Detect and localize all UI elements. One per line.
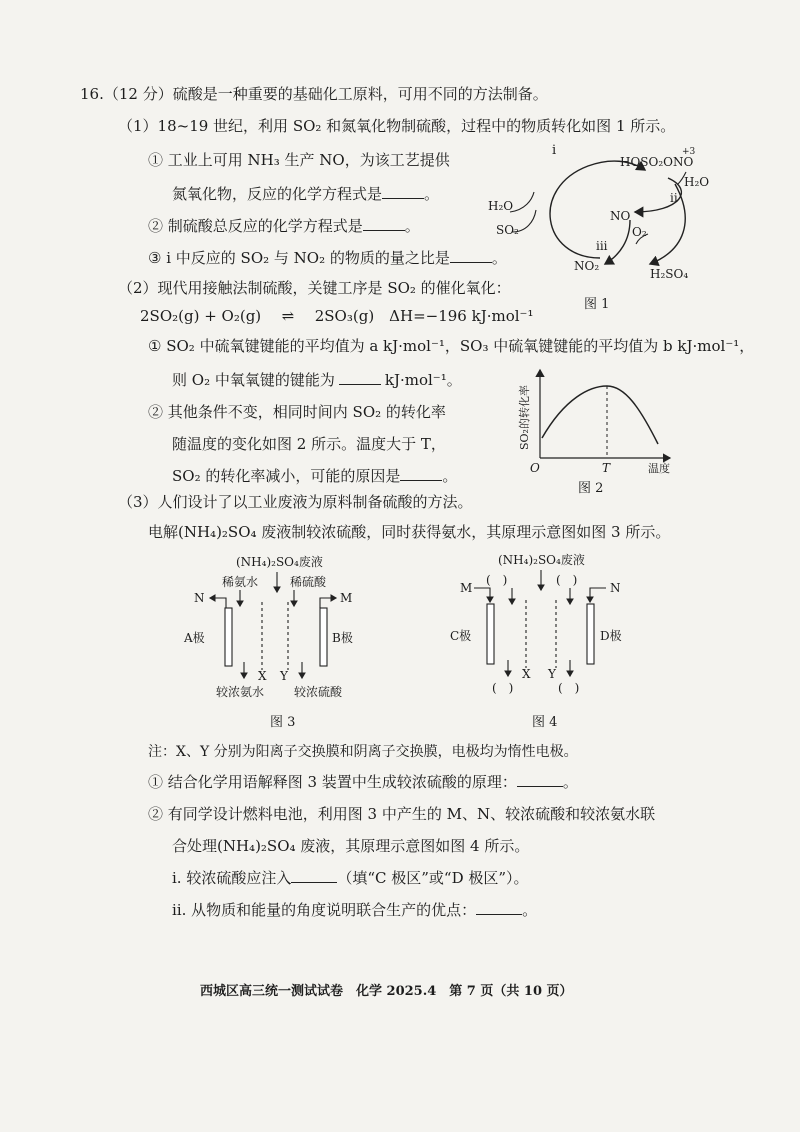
fig1-label-plus3: +3 bbox=[682, 147, 696, 157]
answer-blank[interactable] bbox=[363, 216, 405, 231]
figure2-caption: 图 2 bbox=[578, 481, 604, 496]
part2-q2-line3: SO₂ 的转化率减小，可能的原因是 。 bbox=[172, 467, 458, 485]
fig4-paren-in-left: ( ) bbox=[486, 573, 508, 587]
answer-blank[interactable] bbox=[517, 772, 563, 787]
fig4-electrode-c bbox=[487, 604, 494, 664]
fig3-electrode-b bbox=[320, 608, 327, 666]
part2-q1-line2: 则 O₂ 中氧氧键的键能为 kJ·mol⁻¹。 bbox=[172, 371, 462, 389]
fig4-m-label: M bbox=[460, 581, 473, 595]
part2-q2-line2: 随温度的变化如图 2 所示。温度大于 T， bbox=[172, 435, 446, 453]
fig3-electrode-a-label: A极 bbox=[184, 631, 205, 645]
fig2-ylabel: SO₂的转化率 bbox=[518, 385, 531, 450]
fig4-n-label: N bbox=[610, 581, 621, 595]
part3-q2-line2: 合处理(NH₄)₂SO₄ 废液，其原理示意图如图 4 所示。 bbox=[172, 837, 530, 855]
part3-note: 注：X、Y 分别为阳离子交换膜和阴离子交换膜，电极均为惰性电极。 bbox=[148, 744, 578, 760]
fig1-label-no: NO bbox=[610, 209, 631, 223]
figure4-caption: 图 4 bbox=[532, 715, 558, 730]
figure3-electrolysis-diagram bbox=[170, 550, 400, 730]
figure2-conversion-chart bbox=[510, 368, 690, 498]
fig2-curve bbox=[542, 386, 658, 444]
answer-blank[interactable] bbox=[382, 184, 424, 199]
figure3-caption: 图 3 bbox=[270, 715, 296, 730]
fig1-label-h2o-left: H₂O bbox=[488, 199, 514, 213]
fig3-n-label: N bbox=[194, 591, 205, 605]
part1-q1-line2: 氮氧化物，反应的化学方程式是 。 bbox=[172, 185, 440, 203]
fig3-feed-label: (NH₄)₂SO₄废液 bbox=[236, 555, 323, 569]
figure4-fuel-cell-diagram bbox=[440, 550, 670, 730]
fig4-y-label: Y bbox=[548, 667, 556, 681]
part1-intro: （1）18~19 世纪，利用 SO₂ 和氮氧化物制硫酸，过程中的物质转化如图 1 所示。 bbox=[118, 117, 676, 135]
answer-blank[interactable] bbox=[476, 900, 522, 915]
fig4-electrode-d-label: D极 bbox=[600, 629, 622, 643]
fig1-label-i: i bbox=[552, 143, 557, 158]
part2-q1-line1: ① SO₂ 中硫氧键键能的平均值为 a kJ·mol⁻¹，SO₃ 中硫氧键键能的平均值为 b kJ·mol⁻¹， bbox=[148, 337, 755, 355]
fig4-paren-out-right: ( ) bbox=[558, 681, 580, 695]
fig2-xlabel: 温度 bbox=[648, 462, 670, 475]
answer-blank[interactable] bbox=[291, 868, 337, 883]
fig4-feed-label: (NH₄)₂SO₄废液 bbox=[498, 553, 585, 567]
fig1-label-o2: O₂ bbox=[632, 225, 647, 239]
part3-q1: ① 结合化学用语解释图 3 装置中生成较浓硫酸的原理： 。 bbox=[148, 773, 578, 791]
part1-q2: ② 制硫酸总反应的化学方程式是 。 bbox=[148, 217, 420, 235]
part3-sub-i: ⅰ. 较浓硫酸应注入 （填“C 极区”或“D 极区”）。 bbox=[172, 869, 529, 887]
fig1-label-hoso2ono: HOSO₂ONO bbox=[620, 155, 694, 169]
part1-q1-line1: ① 工业上可用 NH₃ 生产 NO，为该工艺提供 bbox=[148, 151, 450, 169]
part2-intro: （2）现代用接触法制硫酸，关键工序是 SO₂ 的催化氧化： bbox=[118, 279, 511, 297]
fig4-electrode-d bbox=[587, 604, 594, 664]
part3-intro: （3）人们设计了以工业废液为原料制备硫酸的方法。 bbox=[118, 493, 473, 511]
fig1-label-iii: iii bbox=[596, 239, 608, 253]
part2-q2-line1: ② 其他条件不变，相同时间内 SO₂ 的转化率 bbox=[148, 403, 446, 421]
fig1-label-ii: ii bbox=[670, 191, 678, 205]
fig3-dilute-ammonia: 稀氨水 bbox=[222, 575, 259, 589]
page-footer: 西城区高三统一测试试卷 化学 2025.4 第 7 页（共 10 页） bbox=[200, 984, 573, 999]
fig3-y-label: Y bbox=[280, 669, 288, 683]
equilibrium-arrow-icon: ⇌ bbox=[281, 307, 295, 325]
part3-line2: 电解(NH₄)₂SO₄ 废液制较浓硫酸，同时获得氨水，其原理示意图如图 3 所示。 bbox=[148, 523, 671, 541]
part3-sub-ii: ⅱ. 从物质和能量的角度说明联合生产的优点： 。 bbox=[172, 901, 538, 919]
figure1-caption: 图 1 bbox=[584, 297, 610, 312]
fig1-label-no2: NO₂ bbox=[574, 259, 600, 273]
fig2-t-label: T bbox=[602, 461, 611, 475]
fig2-origin: O bbox=[530, 461, 540, 475]
fig3-m-label: M bbox=[340, 591, 353, 605]
fig1-label-so2: SO₂ bbox=[496, 223, 519, 237]
fig3-x-label: X bbox=[258, 669, 267, 683]
fig1-label-h2so4: H₂SO₄ bbox=[650, 267, 689, 281]
fig3-dilute-acid: 稀硫酸 bbox=[290, 575, 327, 589]
fig1-label-h2o-right: H₂O bbox=[684, 175, 710, 189]
fig4-paren-in-right: ( ) bbox=[556, 573, 578, 587]
answer-blank[interactable] bbox=[339, 370, 381, 385]
question-header: 16.（12 分）硫酸是一种重要的基础化工原料，可用不同的方法制备。 bbox=[80, 85, 548, 103]
fig4-electrode-c-label: C极 bbox=[450, 629, 472, 643]
fig4-x-label: X bbox=[522, 667, 531, 681]
fig3-out-acid: 较浓硫酸 bbox=[294, 685, 343, 699]
fig3-electrode-b-label: B极 bbox=[332, 631, 353, 645]
part3-q2-line1: ② 有同学设计燃料电池，利用图 3 中产生的 M、N、较浓硫酸和较浓氨水联 bbox=[148, 805, 656, 823]
fig3-electrode-a bbox=[225, 608, 232, 666]
answer-blank[interactable] bbox=[400, 466, 442, 481]
fig3-out-ammonia: 较浓氨水 bbox=[216, 685, 265, 699]
part1-q3: ③ ⅰ 中反应的 SO₂ 与 NO₂ 的物质的量之比是 。 bbox=[148, 249, 507, 267]
fig4-paren-out-left: ( ) bbox=[492, 681, 514, 695]
part2-equation: 2SO₂(g) + O₂(g) ⇌ 2SO₃(g) ΔH=−196 kJ·mol⁻¹ bbox=[140, 307, 534, 325]
